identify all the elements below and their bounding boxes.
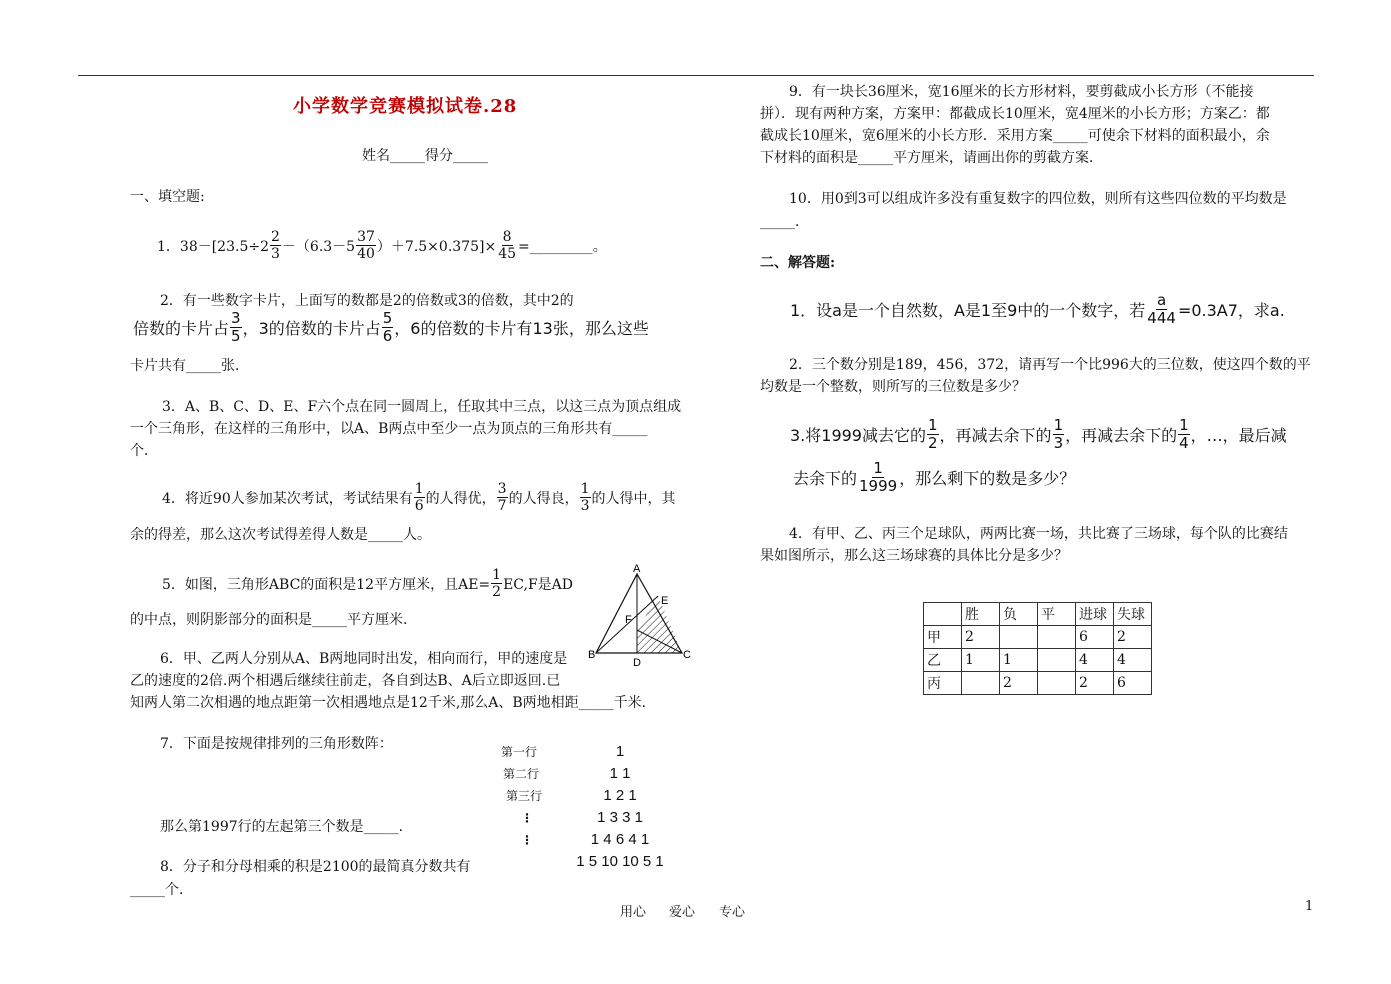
question-8-line2: _____个． (130, 882, 193, 898)
table-row: 乙 1 1 4 4 (924, 649, 1152, 672)
fraction: $\frac{2}{3}$ (271, 229, 280, 262)
label-f: F (625, 614, 632, 626)
footer-motto-3: 专心 (719, 905, 746, 920)
fraction: $\frac{1}{3}$ (1053, 416, 1064, 452)
label-e: E (661, 595, 669, 607)
shaded-region (637, 596, 682, 653)
name-score-line: 姓名_____得分_____ (362, 148, 488, 164)
question-3-line2: 一个三角形，在这样的三角形中，以A、B两点中至少一点为顶点的三角形共有_____ (130, 421, 648, 437)
fraction: $\frac{1}{3}$ (580, 481, 590, 514)
answer-question-2-line2: 均数是一个整数，则所写的三位数是多少？ (760, 379, 1026, 395)
array-row: 1 4 6 4 1 (590, 831, 650, 848)
label-d: D (633, 657, 641, 669)
section-2-heading: 二、解答题: (760, 255, 836, 271)
question-3-line1: 3．A、B、C、D、E、F六个点在同一圆周上，任取其中三点，以这三点为顶点组成 (162, 399, 682, 415)
fraction: $\frac{1}{1999}$ (859, 459, 898, 495)
question-10-line1: 10．用0到3可以组成许多没有重复数字的四位数，则所有这些四位数的平均数是 (789, 191, 1287, 207)
label-b: B (588, 649, 596, 661)
section-1-heading: 一、填空题: (130, 189, 205, 205)
array-row: 1 5 10 10 5 1 (576, 853, 664, 870)
question-6-line2: 乙的速度的2倍.两个相遇后继续往前走，各自到达B、A后立即返回.已 (130, 673, 561, 689)
triangle-figure (588, 560, 698, 672)
fraction: $\frac{1}{2}$ (492, 567, 502, 600)
question-9-line2: 拼）．现有两种方案，方案甲：都截成长10厘米，宽4厘米的小长方形；方案乙：都 (760, 106, 1270, 122)
question-9-line1: 9．有一块长36厘米，宽16厘米的长方形材料，要剪截成小长方形（不能接 (789, 84, 1254, 100)
label-a: A (633, 563, 641, 575)
answer-question-4-line1: 4．有甲、乙、丙三个足球队，两两比赛一场，共比赛了三场球，每个队的比赛结 (789, 526, 1288, 542)
fraction: $\frac{1}{6}$ (414, 481, 424, 514)
array-row: 1 3 3 1 (597, 809, 643, 826)
header-rule (78, 75, 1314, 76)
array-row: 1 2 1 (603, 787, 637, 804)
fraction: $\frac{5}{6}$ (382, 309, 393, 345)
fraction: $\frac{3}{5}$ (231, 309, 241, 345)
question-9-line3: 截成长10厘米，宽6厘米的小长方形．采用方案_____可使余下材料的面积最小，余 (760, 128, 1270, 144)
question-9-line4: 下材料的面积是_____平方厘米，请画出你的剪截方案． (760, 150, 1103, 166)
answer-question-2-line1: 2．三个数分别是189，456，372，请再写一个比996大的三位数，使这四个数的平 (789, 357, 1311, 373)
question-2-line2: 倍数的卡片占 $\frac{3}{5}$ ，3的倍数的卡片占 $\frac{5}{6}$ ，6的倍数的卡片有13张，那么这些 (133, 309, 649, 345)
question-5-line2: 的中点，则阴影部分的面积是_____平方厘米． (130, 612, 417, 628)
row-label: ⋮ (521, 833, 533, 847)
row-label: ⋮ (521, 811, 533, 825)
question-5-line1: 5．如图，三角形ABC的面积是12平方厘米，且AE= $\frac{1}{2}$ EC,F是AD (162, 567, 574, 600)
question-4-line2: 余的得差，那么这次考试得差得人数是_____人。 (130, 527, 431, 543)
answer-question-3-line1: 3.将1999减去它的 $\frac{1}{2}$ ，再减去余下的 $\frac{1}{3}$ ，再减去余下的 $\frac{1}{4}$ ，…，最后减 (790, 416, 1287, 452)
fraction: $\frac{8}{45}$ (498, 229, 517, 262)
fraction: $\frac{3}{7}$ (497, 481, 507, 514)
answer-question-1: 1．设a是一个自然数，A是1至9中的一个数字，若 $\frac{a}{444}$ =0.3A7，求a. (790, 291, 1285, 327)
number-array (560, 741, 680, 873)
question-3-line3: 个． (130, 443, 158, 459)
question-8-line1: 8．分子和分母相乘的积是2100的最简真分数共有 (160, 859, 471, 875)
question-7-line2: 那么第1997行的左起第三个数是_____. (160, 819, 404, 835)
table-row: 甲 2 6 2 (924, 626, 1152, 649)
label-c: C (683, 649, 691, 661)
footer-motto-1: 用心 (620, 905, 647, 920)
question-2-line1: 2．有一些数字卡片，上面写的数都是2的倍数或3的倍数，其中2的 (160, 293, 574, 309)
answer-question-3-line2: 去余下的 $\frac{1}{1999}$ ，那么剩下的数是多少？ (793, 459, 1076, 495)
fraction: $\frac{37}{40}$ (357, 229, 375, 262)
page-number: 1 (1305, 899, 1314, 914)
question-10-line2: _____． (760, 214, 809, 230)
question-6-line3: 知两人第二次相遇的地点距第一次相遇地点是12千米,那么A、B两地相距_____千米． (130, 695, 656, 711)
row-label: 第三行 (506, 789, 543, 803)
row-label: 第一行 (501, 745, 538, 759)
footer-motto-2: 爱心 (669, 905, 696, 920)
question-1: 1．38－[23.5÷2 $\frac{2}{3}$ －（6.3－5 $\frac{37}{40}$ ）＋7.5×0.375]× $\frac{8}{45}$ =_________。 (157, 229, 607, 262)
fraction: $\frac{1}{2}$ (928, 416, 938, 452)
question-7-line1: 7．下面是按规律排列的三角形数阵： (160, 736, 393, 752)
table-row: 丙 2 2 6 (924, 672, 1152, 695)
question-6-line1: 6．甲、乙两人分别从A、B两地同时出发，相向而行，甲的速度是 (160, 651, 568, 667)
number-array-row-labels (497, 741, 542, 851)
array-row: 1 1 (609, 765, 631, 782)
table-header-row: 胜 负 平 进球 失球 (924, 603, 1152, 626)
score-table (923, 602, 1152, 695)
row-label: 第二行 (503, 767, 540, 781)
array-row: 1 (615, 743, 625, 760)
question-2-line3: 卡片共有_____张． (130, 358, 249, 374)
answer-question-4-line2: 果如图所示，那么这三场球赛的具体比分是多少？ (760, 548, 1068, 564)
fraction: $\frac{1}{4}$ (1179, 416, 1189, 452)
fraction: $\frac{a}{444}$ (1147, 291, 1176, 327)
page-title: 小学数学竞赛模拟试卷.28 (293, 96, 518, 117)
question-4-line1: 4．将近90人参加某次考试，考试结果有 $\frac{1}{6}$ 的人得优， $\frac{3}{7}$ 的人得良， $\frac{1}{3}$ 的人得中，其 (162, 481, 676, 514)
